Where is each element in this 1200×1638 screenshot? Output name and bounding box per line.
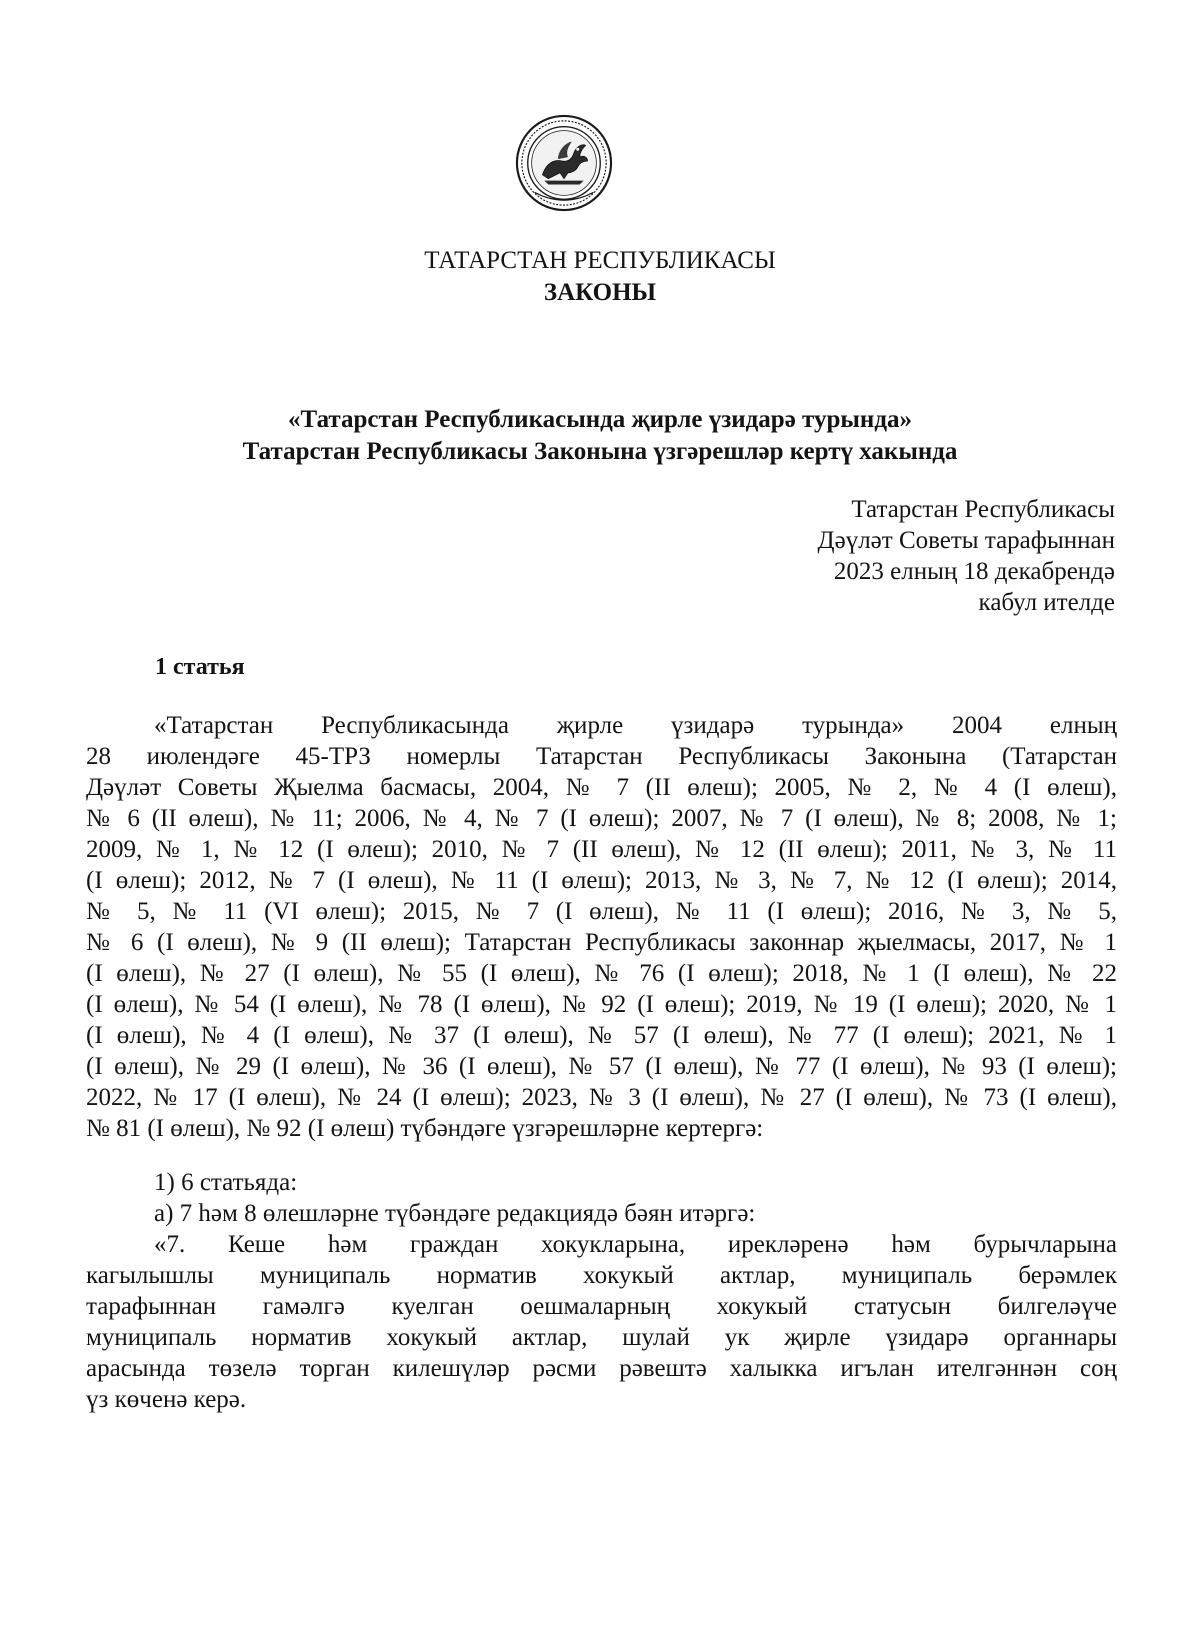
paragraph-line: № 6 (I өлеш), № 9 (II өлеш); Татарстан Республикасы законнар җыелмасы, 2017, № 1 <box>86 929 1117 956</box>
paragraph-line: (I өлеш), № 27 (I өлеш), № 55 (I өлеш), № 76 (I өлеш); 2018, № 1 (I өлеш), № 22 <box>86 960 1117 987</box>
paragraph-line: муниципаль норматив хокукый актлар, шулай ук җирле үзидарә органнары <box>86 1324 1117 1351</box>
adoption-note-line: кабул ителде <box>978 589 1115 616</box>
paragraph-line: Дәүләт Советы Җыелма басмасы, 2004, № 7 (II өлеш); 2005, № 2, № 4 (I өлеш), <box>86 774 1117 801</box>
adoption-note-line: Татарстан Республикасы <box>851 496 1115 523</box>
list-item-a: а) 7 һәм 8 өлешләрне түбәндәге редакциядә бәян итәргә: <box>154 1200 756 1227</box>
paragraph-line: 2022, № 17 (I өлеш), № 24 (I өлеш); 2023, № 3 (I өлеш), № 27 (I өлеш), № 73 (I өлеш), <box>86 1084 1117 1111</box>
header-republic-name: ТАТАРСТАН РЕСПУБЛИКАСЫ <box>424 247 776 274</box>
paragraph-line: 2009, № 1, № 12 (I өлеш); 2010, № 7 (II өлеш), № 12 (II өлеш); 2011, № 3, № 11 <box>86 836 1117 863</box>
adoption-note-line: 2023 елның 18 декабрендә <box>833 558 1115 585</box>
adoption-note-line: Дәүләт Советы тарафыннан <box>817 527 1115 554</box>
adoption-note <box>818 494 1115 618</box>
header-law-label: ЗАКОНЫ <box>543 279 657 306</box>
paragraph-line: «Татарстан Республикасында җирле үзидарә турында» 2004 елның <box>154 712 1117 739</box>
paragraph-line: (I өлеш); 2012, № 7 (I өлеш), № 11 (I өлеш); 2013, № 3, № 7, № 12 (I өлеш); 2014, <box>86 867 1117 894</box>
paragraph-line: тарафыннан гамәлгә куелган оешмаларның хокукый статусын билгеләүче <box>86 1293 1117 1320</box>
paragraph-line: (I өлеш), № 54 (I өлеш), № 78 (I өлеш), № 92 (I өлеш); 2019, № 19 (I өлеш); 2020, № 1 <box>86 991 1117 1018</box>
article-main-paragraph <box>86 710 1117 1144</box>
paragraph-line: № 5, № 11 (VI өлеш); 2015, № 7 (I өлеш), № 11 (I өлеш); 2016, № 3, № 5, <box>86 898 1117 925</box>
list-item-1: 1) 6 статьяда: <box>154 1169 298 1196</box>
paragraph-line: 28 июлендәге 45-ТРЗ номерлы Татарстан Республикасы Законына (Татарстан <box>86 743 1117 770</box>
tatarstan-coat-of-arms-emblem-icon <box>515 114 613 212</box>
law-title-line-2: Татарстан Республикасы Законына үзгәрешләр кертү хакында <box>242 438 958 465</box>
law-title-line-1: «Татарстан Республикасында җирле үзидарә турында» <box>288 406 912 433</box>
paragraph-line: № 81 (I өлеш), № 92 (I өлеш) түбәндәге үзгәрешләрне кертергә: <box>86 1115 764 1142</box>
quoted-amendment-paragraph <box>86 1229 1117 1415</box>
paragraph-line: (I өлеш), № 29 (I өлеш), № 36 (I өлеш), № 57 (I өлеш), № 77 (I өлеш), № 93 (I өлеш); <box>86 1053 1117 1080</box>
paragraph-line: «7. Кеше һәм граждан хокукларына, ирекләренә һәм бурычларына <box>154 1231 1117 1258</box>
paragraph-line: (I өлеш), № 4 (I өлеш), № 37 (I өлеш), № 57 (I өлеш), № 77 (I өлеш); 2021, № 1 <box>86 1022 1117 1049</box>
paragraph-line: арасында төзелә торган килешүләр рәсми рәвештә халыкка игълан ителгәннән соң <box>86 1355 1117 1382</box>
paragraph-line: үз көченә керә. <box>86 1386 247 1413</box>
paragraph-line: кагылышлы муниципаль норматив хокукый актлар, муниципаль берәмлек <box>86 1262 1117 1289</box>
paragraph-line: № 6 (II өлеш), № 11; 2006, № 4, № 7 (I өлеш); 2007, № 7 (I өлеш), № 8; 2008, № 1; <box>86 805 1117 832</box>
article-heading: 1 статья <box>155 654 245 680</box>
